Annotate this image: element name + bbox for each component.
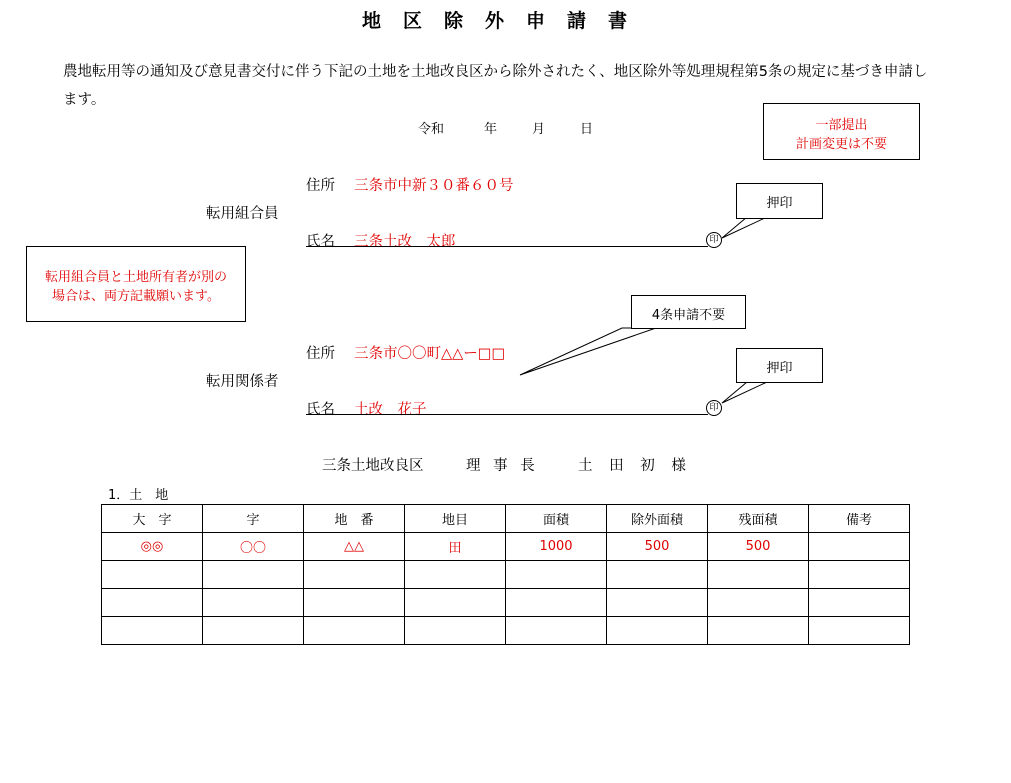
table-cell[interactable] [708, 561, 809, 589]
header-aza: 字 [203, 505, 304, 533]
table-cell[interactable]: 1000 [506, 533, 607, 561]
table-cell[interactable] [506, 589, 607, 617]
member-address-value: 三条市中新３０番６０号 [354, 178, 514, 194]
table-row [102, 617, 910, 645]
table-cell[interactable]: △△ [304, 533, 405, 561]
related-name-label: 氏名 [306, 402, 335, 418]
table-cell[interactable] [304, 589, 405, 617]
table-cell[interactable] [102, 617, 203, 645]
header-remaining-area: 残面積 [708, 505, 809, 533]
table-cell[interactable]: 500 [708, 533, 809, 561]
table-cell[interactable] [405, 561, 506, 589]
table-cell[interactable] [708, 589, 809, 617]
table-cell[interactable] [304, 561, 405, 589]
table-cell[interactable] [809, 617, 910, 645]
header-area: 面積 [506, 505, 607, 533]
related-name-underline [306, 414, 708, 415]
table-cell[interactable]: 500 [607, 533, 708, 561]
addressee-position: 理 事 長 [466, 458, 539, 474]
header-excluded-area: 除外面積 [607, 505, 708, 533]
table-cell[interactable] [203, 589, 304, 617]
land-table [101, 504, 910, 645]
related-role-label: 転用関係者 [206, 374, 279, 390]
header-remarks: 備考 [809, 505, 910, 533]
member-name-value: 三条土改 太郎 [354, 234, 456, 250]
date-year: 年 [484, 122, 498, 137]
table-cell[interactable] [607, 561, 708, 589]
related-address-label: 住所 [306, 346, 335, 362]
table-cell[interactable]: 田 [405, 533, 506, 561]
note-both-line2: 場合は、両方記載願います。 [52, 289, 220, 304]
table-cell[interactable]: 〇〇 [203, 533, 304, 561]
member-name-underline [306, 246, 708, 247]
addressee-name: 土 田 初 様 [578, 458, 692, 474]
article4-callout-text: 4条申請不要 [651, 308, 726, 323]
table-cell[interactable] [405, 617, 506, 645]
article4-callout [631, 295, 746, 329]
note-both-required [26, 246, 246, 322]
member-seal-mark: 印 [706, 232, 722, 248]
land-table-header-row [102, 505, 910, 533]
table-cell[interactable] [304, 617, 405, 645]
table-cell[interactable] [809, 589, 910, 617]
table-row [102, 589, 910, 617]
article4-callout-pointer [510, 320, 680, 390]
related-address-value: 三条市〇〇町△△ー□□ [354, 346, 506, 362]
table-row [102, 561, 910, 589]
related-seal-mark: 印 [706, 400, 722, 416]
date-month: 月 [532, 122, 546, 137]
seal-callout-1 [736, 183, 823, 219]
date-era: 令和 [418, 122, 445, 137]
date-day: 日 [580, 122, 594, 137]
land-section-heading: 1．土 地 [108, 488, 169, 503]
table-row [102, 533, 910, 561]
table-cell[interactable] [506, 617, 607, 645]
table-cell[interactable] [203, 617, 304, 645]
table-cell[interactable] [203, 561, 304, 589]
table-cell[interactable] [405, 589, 506, 617]
seal-callout-1-text: 押印 [766, 196, 793, 211]
member-address-label: 住所 [306, 178, 335, 194]
member-role-label: 転用組合員 [206, 206, 279, 222]
table-cell[interactable] [506, 561, 607, 589]
header-oaza: 大 字 [102, 505, 203, 533]
seal-callout-2 [736, 348, 823, 383]
member-name-label: 氏名 [306, 234, 335, 250]
note-partial-line2: 計画変更は不要 [795, 137, 887, 152]
table-cell[interactable] [809, 561, 910, 589]
header-land-category: 地目 [405, 505, 506, 533]
note-partial-line1: 一部提出 [815, 118, 868, 133]
related-name-value: 土改 花子 [354, 402, 427, 418]
table-cell[interactable] [102, 589, 203, 617]
note-both-line1: 転用組合員と土地所有者が別の [44, 270, 227, 285]
table-cell[interactable] [102, 561, 203, 589]
table-cell[interactable] [708, 617, 809, 645]
addressee-org: 三条土地改良区 [322, 458, 424, 474]
page-title: 地区除外申請書 [361, 10, 649, 32]
table-cell[interactable] [809, 533, 910, 561]
header-lot-number: 地 番 [304, 505, 405, 533]
note-partial-submission [763, 103, 920, 160]
intro-text: 農地転用等の通知及び意見書交付に伴う下記の土地を土地改良区から除外されたく、地区除外等処理規程第5条の規定に基づき申請します。 [63, 64, 928, 108]
seal-callout-2-text: 押印 [766, 361, 793, 376]
table-cell[interactable]: ◎◎ [102, 533, 203, 561]
table-cell[interactable] [607, 617, 708, 645]
table-cell[interactable] [607, 589, 708, 617]
